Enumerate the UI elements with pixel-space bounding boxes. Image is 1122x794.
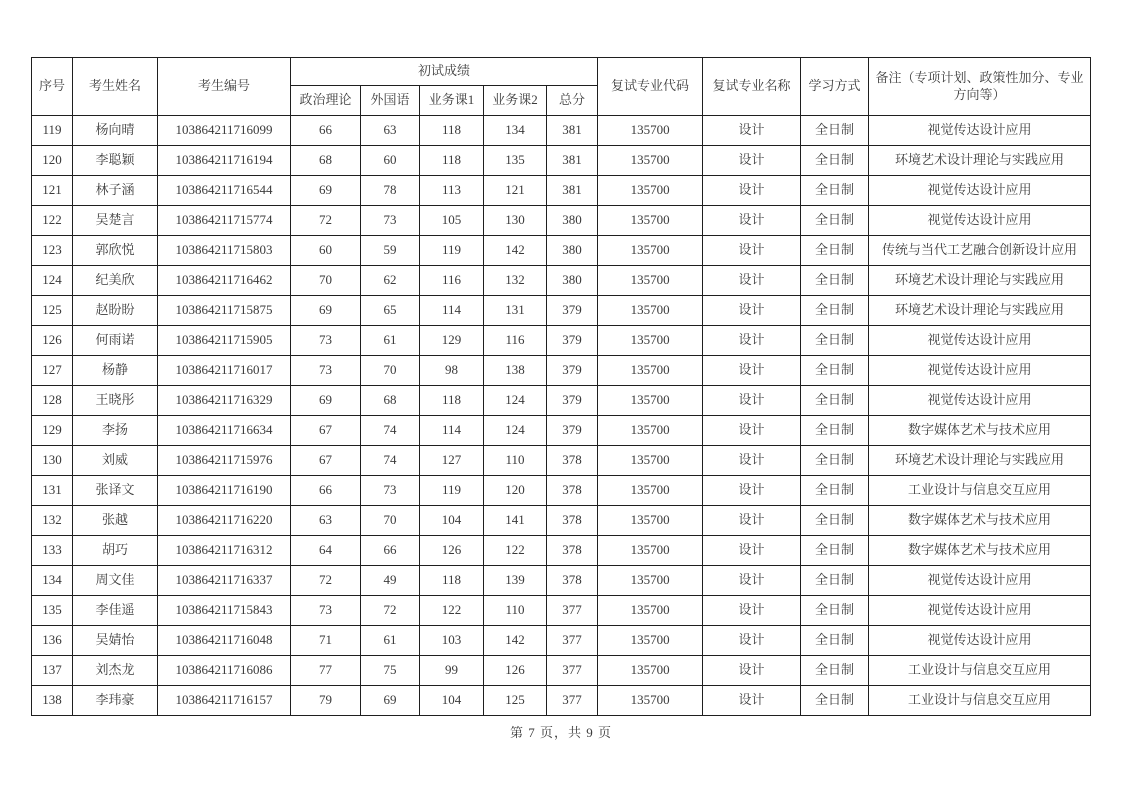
table-body [32,116,1091,716]
cell-id: 103864211715803 [158,236,291,266]
table-row [32,506,1091,536]
table-row [32,206,1091,236]
cell-id: 103864211716329 [158,386,291,416]
table-row [32,566,1091,596]
table-row [32,236,1091,266]
cell-politics: 67 [291,416,361,446]
cell-remark: 数字媒体艺术与技术应用 [869,506,1091,536]
cell-course2: 139 [484,566,547,596]
cell-id: 103864211715976 [158,446,291,476]
cell-foreign: 61 [361,326,420,356]
cell-mode: 全日制 [801,506,869,536]
cell-total: 377 [547,656,598,686]
cell-major: 设计 [703,386,801,416]
table-row [32,356,1091,386]
table-row [32,446,1091,476]
cell-name: 李聪颖 [73,146,158,176]
cell-seq: 131 [32,476,73,506]
cell-course1: 103 [420,626,484,656]
cell-course1: 129 [420,326,484,356]
cell-major: 设计 [703,536,801,566]
cell-major: 设计 [703,626,801,656]
cell-name: 李扬 [73,416,158,446]
cell-name: 吴婧怡 [73,626,158,656]
cell-mode: 全日制 [801,656,869,686]
cell-course2: 131 [484,296,547,326]
cell-course1: 119 [420,476,484,506]
cell-id: 103864211716462 [158,266,291,296]
cell-course1: 118 [420,566,484,596]
cell-major: 设计 [703,116,801,146]
cell-foreign: 74 [361,416,420,446]
cell-course1: 104 [420,686,484,716]
cell-remark: 环境艺术设计理论与实践应用 [869,446,1091,476]
cell-foreign: 62 [361,266,420,296]
cell-remark: 环境艺术设计理论与实践应用 [869,266,1091,296]
cell-major: 设计 [703,176,801,206]
cell-total: 379 [547,356,598,386]
cell-remark: 环境艺术设计理论与实践应用 [869,296,1091,326]
cell-seq: 120 [32,146,73,176]
cell-foreign: 74 [361,446,420,476]
cell-foreign: 73 [361,206,420,236]
cell-remark: 数字媒体艺术与技术应用 [869,536,1091,566]
cell-code: 135700 [598,416,703,446]
cell-foreign: 68 [361,386,420,416]
cell-course1: 118 [420,146,484,176]
cell-mode: 全日制 [801,146,869,176]
cell-politics: 69 [291,386,361,416]
cell-id: 103864211716634 [158,416,291,446]
cell-politics: 73 [291,326,361,356]
cell-total: 380 [547,236,598,266]
cell-course2: 141 [484,506,547,536]
cell-course2: 134 [484,116,547,146]
cell-course2: 124 [484,386,547,416]
cell-name: 周文佳 [73,566,158,596]
cell-foreign: 75 [361,656,420,686]
cell-course1: 126 [420,536,484,566]
header-remarks: 备注（专项计划、政策性加分、专业方向等） [869,58,1091,116]
cell-mode: 全日制 [801,206,869,236]
table-row [32,536,1091,566]
cell-id: 103864211716048 [158,626,291,656]
cell-foreign: 70 [361,356,420,386]
cell-name: 纪美欣 [73,266,158,296]
cell-name: 刘杰龙 [73,656,158,686]
cell-seq: 124 [32,266,73,296]
cell-name: 赵盼盼 [73,296,158,326]
cell-id: 103864211716312 [158,536,291,566]
cell-code: 135700 [598,326,703,356]
cell-foreign: 69 [361,686,420,716]
cell-total: 379 [547,416,598,446]
cell-seq: 130 [32,446,73,476]
cell-name: 杨向晴 [73,116,158,146]
cell-major: 设计 [703,416,801,446]
cell-foreign: 65 [361,296,420,326]
cell-code: 135700 [598,236,703,266]
cell-remark: 视觉传达设计应用 [869,356,1091,386]
cell-mode: 全日制 [801,686,869,716]
cell-course1: 127 [420,446,484,476]
cell-id: 103864211716337 [158,566,291,596]
header-politics: 政治理论 [291,86,361,116]
cell-remark: 视觉传达设计应用 [869,206,1091,236]
table-row [32,626,1091,656]
cell-course2: 124 [484,416,547,446]
cell-course1: 104 [420,506,484,536]
cell-total: 381 [547,116,598,146]
cell-foreign: 72 [361,596,420,626]
cell-name: 刘威 [73,446,158,476]
cell-total: 379 [547,296,598,326]
cell-major: 设计 [703,326,801,356]
cell-politics: 63 [291,506,361,536]
header-course1: 业务课1 [420,86,484,116]
cell-course1: 118 [420,386,484,416]
cell-foreign: 49 [361,566,420,596]
cell-politics: 64 [291,536,361,566]
cell-code: 135700 [598,356,703,386]
cell-total: 380 [547,266,598,296]
table-row [32,266,1091,296]
cell-code: 135700 [598,176,703,206]
cell-name: 张越 [73,506,158,536]
cell-mode: 全日制 [801,476,869,506]
cell-total: 379 [547,386,598,416]
cell-code: 135700 [598,626,703,656]
results-table [31,57,1091,716]
cell-mode: 全日制 [801,626,869,656]
cell-id: 103864211715774 [158,206,291,236]
cell-politics: 66 [291,476,361,506]
cell-seq: 137 [32,656,73,686]
cell-course1: 114 [420,416,484,446]
cell-id: 103864211716017 [158,356,291,386]
cell-mode: 全日制 [801,266,869,296]
cell-course2: 126 [484,656,547,686]
cell-total: 381 [547,146,598,176]
cell-name: 张译文 [73,476,158,506]
cell-course1: 118 [420,116,484,146]
cell-politics: 67 [291,446,361,476]
cell-code: 135700 [598,296,703,326]
cell-course2: 135 [484,146,547,176]
cell-politics: 72 [291,206,361,236]
cell-total: 378 [547,536,598,566]
cell-politics: 73 [291,596,361,626]
cell-politics: 73 [291,356,361,386]
cell-code: 135700 [598,116,703,146]
header-study-mode: 学习方式 [801,58,869,116]
table-row [32,476,1091,506]
cell-name: 郭欣悦 [73,236,158,266]
cell-remark: 数字媒体艺术与技术应用 [869,416,1091,446]
page-number: 第 7 页，共 9 页 [509,725,612,740]
cell-foreign: 61 [361,626,420,656]
table-row [32,116,1091,146]
cell-course2: 142 [484,236,547,266]
cell-id: 103864211716220 [158,506,291,536]
cell-major: 设计 [703,296,801,326]
cell-code: 135700 [598,686,703,716]
cell-mode: 全日制 [801,416,869,446]
cell-course2: 120 [484,476,547,506]
cell-seq: 126 [32,326,73,356]
table-row [32,416,1091,446]
cell-mode: 全日制 [801,296,869,326]
cell-course2: 130 [484,206,547,236]
cell-id: 103864211716157 [158,686,291,716]
header-candidate-name: 考生姓名 [73,58,158,116]
header-candidate-id: 考生编号 [158,58,291,116]
cell-remark: 视觉传达设计应用 [869,386,1091,416]
cell-course2: 138 [484,356,547,386]
cell-name: 杨静 [73,356,158,386]
cell-foreign: 70 [361,506,420,536]
cell-remark: 工业设计与信息交互应用 [869,686,1091,716]
cell-code: 135700 [598,596,703,626]
cell-politics: 70 [291,266,361,296]
table-row [32,176,1091,206]
cell-total: 378 [547,506,598,536]
cell-major: 设计 [703,566,801,596]
cell-id: 103864211715843 [158,596,291,626]
cell-major: 设计 [703,146,801,176]
cell-course2: 142 [484,626,547,656]
cell-major: 设计 [703,356,801,386]
cell-id: 103864211715905 [158,326,291,356]
cell-remark: 环境艺术设计理论与实践应用 [869,146,1091,176]
cell-course1: 122 [420,596,484,626]
cell-major: 设计 [703,476,801,506]
cell-code: 135700 [598,506,703,536]
cell-code: 135700 [598,206,703,236]
cell-name: 李玮豪 [73,686,158,716]
cell-name: 胡巧 [73,536,158,566]
cell-politics: 68 [291,146,361,176]
cell-name: 王晓彤 [73,386,158,416]
cell-code: 135700 [598,266,703,296]
cell-course1: 113 [420,176,484,206]
cell-total: 380 [547,206,598,236]
cell-remark: 视觉传达设计应用 [869,116,1091,146]
cell-total: 379 [547,326,598,356]
cell-total: 377 [547,596,598,626]
cell-id: 103864211716099 [158,116,291,146]
cell-id: 103864211716190 [158,476,291,506]
cell-remark: 工业设计与信息交互应用 [869,656,1091,686]
cell-mode: 全日制 [801,236,869,266]
cell-code: 135700 [598,386,703,416]
cell-code: 135700 [598,476,703,506]
cell-remark: 视觉传达设计应用 [869,176,1091,206]
cell-seq: 136 [32,626,73,656]
cell-seq: 138 [32,686,73,716]
cell-seq: 129 [32,416,73,446]
cell-course1: 98 [420,356,484,386]
cell-name: 李佳遥 [73,596,158,626]
cell-seq: 133 [32,536,73,566]
cell-mode: 全日制 [801,446,869,476]
cell-politics: 72 [291,566,361,596]
cell-mode: 全日制 [801,116,869,146]
cell-politics: 69 [291,296,361,326]
cell-course2: 125 [484,686,547,716]
cell-total: 378 [547,476,598,506]
cell-course2: 122 [484,536,547,566]
cell-seq: 119 [32,116,73,146]
cell-major: 设计 [703,506,801,536]
cell-major: 设计 [703,446,801,476]
cell-foreign: 66 [361,536,420,566]
cell-seq: 135 [32,596,73,626]
cell-mode: 全日制 [801,566,869,596]
cell-remark: 视觉传达设计应用 [869,566,1091,596]
cell-remark: 视觉传达设计应用 [869,626,1091,656]
cell-seq: 122 [32,206,73,236]
table-row [32,686,1091,716]
cell-foreign: 63 [361,116,420,146]
cell-politics: 79 [291,686,361,716]
cell-total: 377 [547,626,598,656]
cell-course1: 114 [420,296,484,326]
cell-id: 103864211716086 [158,656,291,686]
table-row [32,296,1091,326]
cell-remark: 视觉传达设计应用 [869,596,1091,626]
cell-mode: 全日制 [801,536,869,566]
cell-course1: 105 [420,206,484,236]
cell-politics: 77 [291,656,361,686]
cell-course2: 121 [484,176,547,206]
header-initial-scores-group: 初试成绩 [291,58,598,86]
header-course2: 业务课2 [484,86,547,116]
cell-seq: 127 [32,356,73,386]
table-row [32,596,1091,626]
cell-politics: 60 [291,236,361,266]
cell-id: 103864211716194 [158,146,291,176]
cell-mode: 全日制 [801,386,869,416]
cell-id: 103864211716544 [158,176,291,206]
header-retest-major-code: 复试专业代码 [598,58,703,116]
cell-name: 林子涵 [73,176,158,206]
cell-foreign: 59 [361,236,420,266]
table-row [32,146,1091,176]
cell-remark: 视觉传达设计应用 [869,326,1091,356]
cell-seq: 128 [32,386,73,416]
cell-mode: 全日制 [801,326,869,356]
cell-major: 设计 [703,656,801,686]
cell-mode: 全日制 [801,176,869,206]
cell-seq: 134 [32,566,73,596]
cell-course1: 116 [420,266,484,296]
cell-mode: 全日制 [801,596,869,626]
table-row [32,386,1091,416]
cell-seq: 123 [32,236,73,266]
cell-foreign: 60 [361,146,420,176]
cell-major: 设计 [703,686,801,716]
cell-course2: 110 [484,596,547,626]
cell-major: 设计 [703,596,801,626]
cell-major: 设计 [703,266,801,296]
cell-major: 设计 [703,206,801,236]
cell-politics: 69 [291,176,361,206]
cell-total: 377 [547,686,598,716]
cell-remark: 工业设计与信息交互应用 [869,476,1091,506]
cell-name: 吴楚言 [73,206,158,236]
cell-foreign: 73 [361,476,420,506]
cell-total: 381 [547,176,598,206]
cell-code: 135700 [598,146,703,176]
cell-seq: 121 [32,176,73,206]
header-seq: 序号 [32,58,73,116]
header-foreign-language: 外国语 [361,86,420,116]
cell-total: 378 [547,566,598,596]
cell-name: 何雨诺 [73,326,158,356]
cell-course2: 132 [484,266,547,296]
cell-seq: 125 [32,296,73,326]
table-row [32,326,1091,356]
cell-seq: 132 [32,506,73,536]
cell-politics: 66 [291,116,361,146]
header-total-score: 总分 [547,86,598,116]
cell-course1: 119 [420,236,484,266]
cell-foreign: 78 [361,176,420,206]
cell-course1: 99 [420,656,484,686]
cell-course2: 110 [484,446,547,476]
cell-code: 135700 [598,656,703,686]
cell-remark: 传统与当代工艺融合创新设计应用 [869,236,1091,266]
cell-code: 135700 [598,446,703,476]
cell-code: 135700 [598,536,703,566]
table-row [32,656,1091,686]
header-retest-major-name: 复试专业名称 [703,58,801,116]
cell-mode: 全日制 [801,356,869,386]
cell-course2: 116 [484,326,547,356]
cell-politics: 71 [291,626,361,656]
cell-code: 135700 [598,566,703,596]
cell-id: 103864211715875 [158,296,291,326]
cell-total: 378 [547,446,598,476]
cell-major: 设计 [703,236,801,266]
